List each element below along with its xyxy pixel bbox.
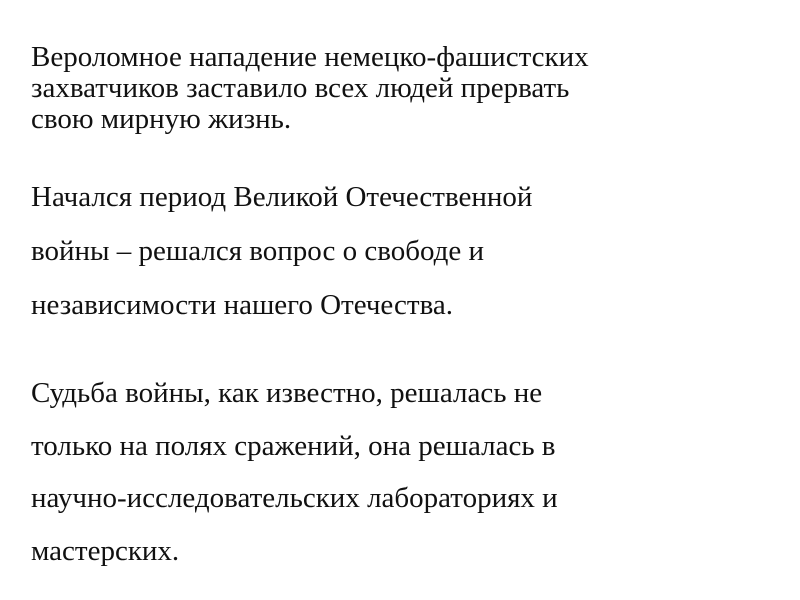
text-line: научно-исследовательских лабораториях и [31, 482, 558, 514]
text-line: независимости нашего Отечества. [31, 289, 454, 321]
text-line: мастерских. [31, 534, 180, 567]
text-line: захватчиков заставило всех людей прервать [31, 72, 570, 104]
text-line: войны – решался вопрос о свободе и [31, 235, 485, 267]
paragraph-treacherous-attack [31, 42, 771, 135]
text-line: только на полях сражений, она решалась в [31, 429, 556, 462]
text-line: Судьба войны, как известно, решалась не [31, 377, 543, 409]
paragraph-great-patriotic-war [31, 170, 771, 332]
text-line: Начался период Великой Отечественной [31, 181, 533, 213]
paragraph-fate-of-war [31, 367, 771, 577]
text-line: Вероломное нападение немецко-фашистских [31, 41, 589, 73]
text-line: свою мирную жизнь. [31, 103, 292, 135]
